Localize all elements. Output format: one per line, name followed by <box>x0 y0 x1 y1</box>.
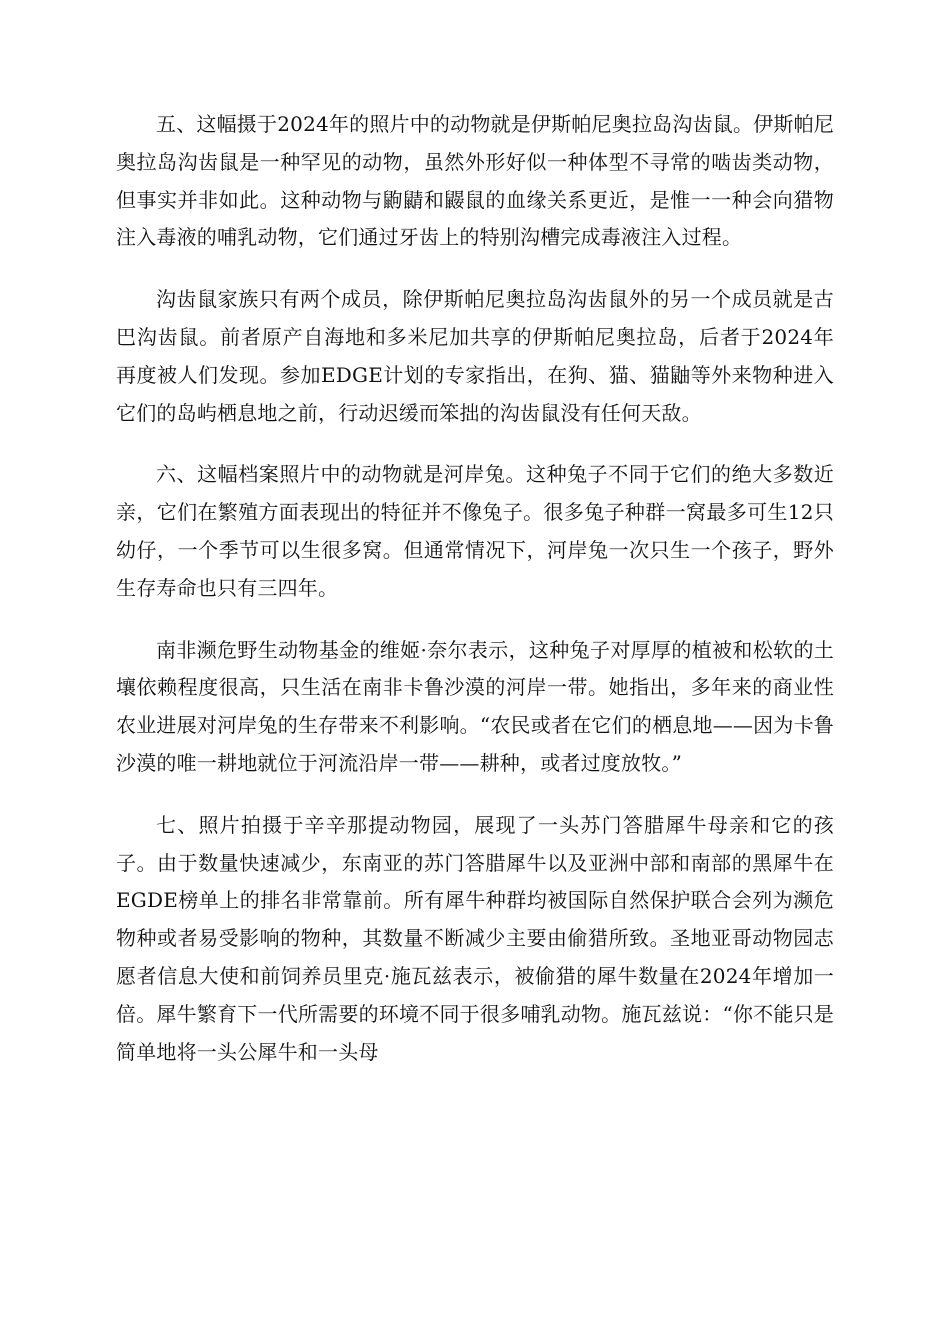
paragraph-section-six: 六、这幅档案照片中的动物就是河岸兔。这种兔子不同于它们的绝大多数近亲，它们在繁殖方面表现出的特征并不像兔子。很多兔子种群一窝最多可生12只幼仔，一个季节可以生很多窝。但通常情况下，河岸兔一次只生一个孩子，野外生存寿命也只有三四年。 <box>116 462 834 600</box>
paragraph-section-seven: 七、照片拍摄于辛辛那提动物园，展现了一头苏门答腊犀牛母亲和它的孩子。由于数量快速减少，东南亚的苏门答腊犀牛以及亚洲中部和南部的黑犀牛在EGDE榜单上的排名非常靠前。所有犀牛种群均被国际自然保护联合会列为濒危物种或者易受影响的物种，其数量不断减少主要由偷猎所致。圣地亚哥动物园志愿者信息大使和前饲养员里克·施瓦兹表示，被偷猎的犀牛数量在2024年增加一倍。犀牛繁育下一代所需要的环境不同于很多哺乳动物。施瓦兹说：“你不能只是简单地将一头公犀牛和一头母 <box>116 812 834 1064</box>
paragraph-solenodon-family: 沟齿鼠家族只有两个成员，除伊斯帕尼奥拉岛沟齿鼠外的另一个成员就是古巴沟齿鼠。前者原产自海地和多米尼加共享的伊斯帕尼奥拉岛，后者于2024年再度被人们发现。参加EDGE计划的专家指出，在狗、猫、猫鼬等外来物种进入它们的岛屿栖息地之前，行动迟缓而笨拙的沟齿鼠没有任何天敌。 <box>116 287 834 425</box>
paragraph-section-five: 五、这幅摄于2024年的照片中的动物就是伊斯帕尼奥拉岛沟齿鼠。伊斯帕尼奥拉岛沟齿鼠是一种罕见的动物，虽然外形好似一种体型不寻常的啮齿类动物，但事实并非如此。这种动物与鼩鼱和鼹鼠的血缘关系更近，是惟一一种会向猎物注入毒液的哺乳动物，它们通过牙齿上的特别沟槽完成毒液注入过程。 <box>116 112 834 250</box>
paragraph-riverine-rabbit-habitat: 南非濒危野生动物基金的维姬·奈尔表示，这种兔子对厚厚的植被和松软的土壤依赖程度很高，只生活在南非卡鲁沙漠的河岸一带。她指出，多年来的商业性农业进展对河岸兔的生存带来不利影响。“农民或者在它们的栖息地——因为卡鲁沙漠的唯一耕地就位于河流沿岸一带——耕种，或者过度放牧。” <box>116 637 834 775</box>
document-body <box>116 106 834 1095</box>
